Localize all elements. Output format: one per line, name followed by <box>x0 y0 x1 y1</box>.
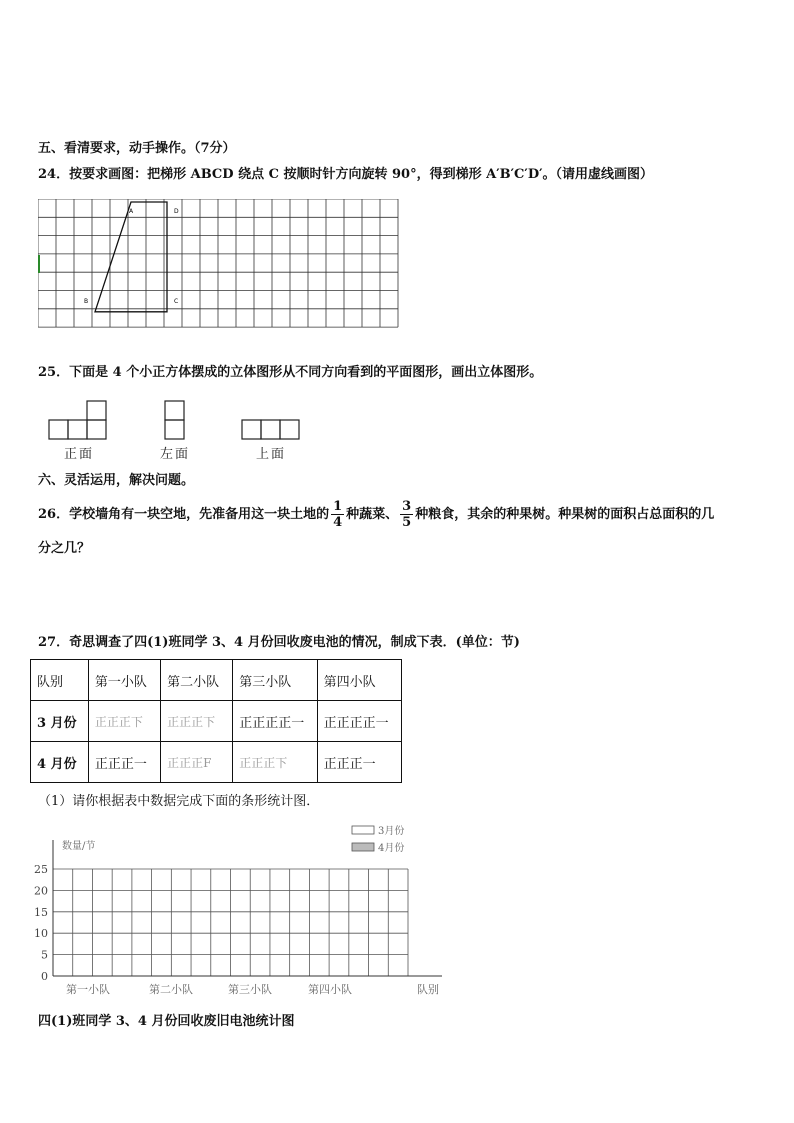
question-26-line-1 <box>38 498 714 532</box>
header-cell: 第三小队 <box>233 660 317 701</box>
table-header-row <box>31 660 402 701</box>
tally-cell: 正正正下 <box>88 701 160 742</box>
battery-bar-chart <box>30 820 460 1005</box>
legend-label-march: 3月份 <box>378 826 405 837</box>
y-tick-label: 10 <box>34 927 48 941</box>
top-view-label: 上面 <box>256 447 287 462</box>
row-label: 3 月份 <box>31 701 89 742</box>
front-view <box>49 401 106 439</box>
q26-part-3: 种粮食，其余的种果树。种果树的面积占总面积的几 <box>415 507 715 522</box>
fraction-three-fifths <box>400 499 413 530</box>
y-tick-label: 25 <box>34 863 48 876</box>
q24-grid <box>38 199 398 327</box>
table-row <box>31 701 402 742</box>
legend-label-april: 4月份 <box>378 843 405 854</box>
legend-swatch-march <box>352 826 374 834</box>
tally-cell: 正正正正一 <box>233 701 317 742</box>
question-26-line-2: 分之几？ <box>38 541 91 556</box>
frac2-denominator: 5 <box>402 515 412 530</box>
header-cell: 第四小队 <box>317 660 401 701</box>
y-tick-label: 0 <box>41 970 48 983</box>
chart-legend <box>352 825 404 854</box>
label-b: B <box>84 298 89 305</box>
x-axis-label: 队别 <box>417 983 439 996</box>
tally-cell: 正正正下 <box>233 742 317 783</box>
x-category-label: 第一小队 <box>66 983 110 996</box>
x-category-label: 第四小队 <box>308 983 352 996</box>
y-tick-label: 15 <box>34 905 48 919</box>
fraction-one-quarter <box>331 499 344 530</box>
trapezoid-abcd <box>95 202 167 312</box>
y-tick-label: 20 <box>34 884 48 898</box>
label-c: C <box>174 298 179 305</box>
q26-part-2: 种蔬菜、 <box>346 507 399 522</box>
top-view <box>242 420 299 439</box>
label-d: D <box>174 208 179 215</box>
header-cell: 队别 <box>31 660 89 701</box>
section-6-heading: 六、灵活运用，解决问题。 <box>38 473 195 488</box>
chart-caption: 四(1)班同学 3、4 月份回收废旧电池统计图 <box>38 1014 295 1029</box>
front-view-label: 正面 <box>64 447 95 462</box>
grid-marker <box>38 255 40 273</box>
tally-cell: 正正正下 <box>161 701 233 742</box>
question-27-text: 27．奇思调查了四(1)班同学 3、4 月份回收废电池的情况，制成下表．(单位：节) <box>38 635 520 650</box>
frac1-denominator: 4 <box>333 515 343 530</box>
left-view-label: 左面 <box>160 447 191 462</box>
question-25-text: 25．下面是 4 个小正方体摆成的立体图形从不同方向看到的平面图形，画出立体图形。 <box>38 365 543 380</box>
tally-cell: 正正正正一 <box>317 701 401 742</box>
q26-part-1: 26．学校墙角有一块空地，先准备用这一块土地的 <box>38 507 330 522</box>
section-5-heading: 五、看清要求，动手操作。（7分） <box>38 141 236 156</box>
table-row <box>31 742 402 783</box>
label-a: A <box>129 208 134 215</box>
frac1-numerator: 1 <box>333 499 343 514</box>
header-cell: 第二小队 <box>161 660 233 701</box>
row-label: 4 月份 <box>31 742 89 783</box>
q24-grid-figure <box>38 199 400 347</box>
chart-grid <box>53 869 408 976</box>
y-tick-label: 5 <box>41 948 48 962</box>
left-view <box>165 401 184 439</box>
question-24-text: 24．按要求画图：把梯形 ABCD 绕点 C 按顺时针方向旋转 90°，得到梯形 A′B′C′D′。（请用虚线画图） <box>38 167 654 182</box>
header-cell: 第一小队 <box>88 660 160 701</box>
question-27-sub-1: （1）请你根据表中数据完成下面的条形统计图． <box>38 794 320 809</box>
x-category-label: 第二小队 <box>149 983 193 996</box>
y-axis-label: 数量/节 <box>62 841 96 852</box>
legend-swatch-april <box>352 843 374 851</box>
frac2-numerator: 3 <box>402 499 412 514</box>
tally-cell: 正正正一 <box>317 742 401 783</box>
tally-cell: 正正正一 <box>88 742 160 783</box>
tally-cell: 正正正F <box>161 742 233 783</box>
battery-tally-table <box>30 659 402 783</box>
x-category-label: 第三小队 <box>228 983 272 996</box>
